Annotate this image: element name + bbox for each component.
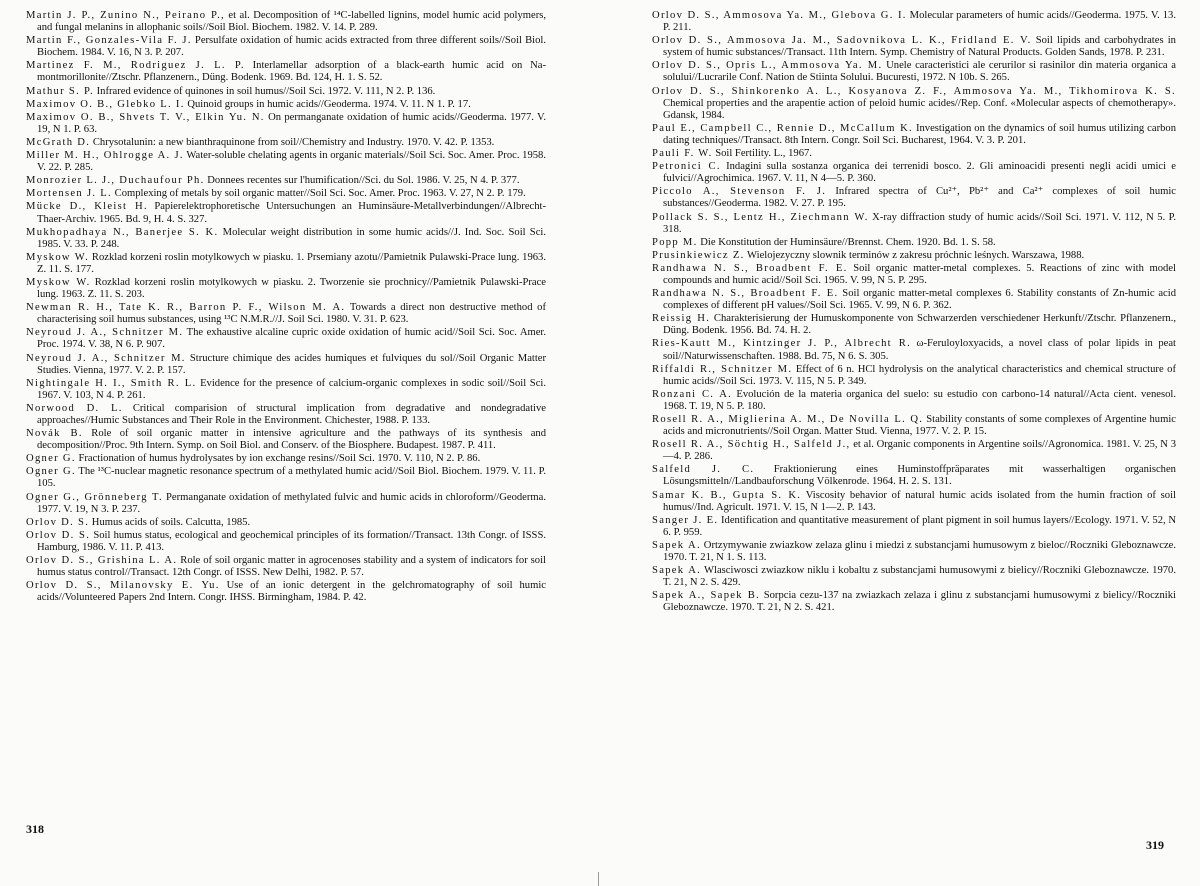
- reference-entry: [26, 188, 546, 200]
- reference-text: et al. Organic components in Argentine soils//Agronomica. 1981. V. 25, N 3—4. P. 286.: [663, 439, 1177, 463]
- reference-text: Molecular weight distribution in some humic acids//J. Ind. Soc. Soil Sci. 1985. V. 33. P. 248.: [37, 226, 546, 250]
- reference-authors: Sapek A., Sapek B.: [652, 590, 761, 602]
- reference-entry: [652, 389, 1176, 413]
- reference-entry: [652, 250, 1176, 262]
- reference-authors: Orlov D. S., Ammosova Ja. M., Sadovnikova L. K., Fridland E. V.: [652, 35, 1032, 47]
- reference-entry: [26, 517, 546, 529]
- reference-text: Wielojezyczny slownik terminów z zakresu próchnic leśnych. Warszawa, 1988.: [744, 249, 1085, 261]
- reference-text: The exhaustive alcaline cupric oxide oxidation of humic acid//Soil Sci. Soc. Amer. Proc. 1974. V. 38, N 6. P. 907.: [37, 327, 546, 351]
- reference-entry: [26, 252, 546, 276]
- reference-authors: Randhawa N. S., Broadbent F. E.: [652, 288, 839, 300]
- reference-text: et al. Decomposition of ¹⁴C-labelled lignins, model humic acid polymers, and fungal melanins in allophanic soils//Soil Biol. Biochem. 1982. V. 14. P. 289.: [37, 10, 546, 34]
- reference-authors: Orlov D. S.: [26, 516, 90, 528]
- reference-entry: [26, 555, 546, 579]
- reference-text: Fractionation of humus hydrolysates by ion exchange resins//Soil Sci. 1970. V. 110, N 2. P. 86.: [75, 453, 481, 465]
- reference-authors: Mathur S. P.: [26, 85, 94, 97]
- reference-text: Papierelektrophoretische Untersuchungen an Huminsäure-Metallverbindungen//Albrecht-Thaer-Archiv. 1965. Bd. 9, H. 4. S. 327.: [37, 201, 546, 225]
- reference-authors: Ogner G.: [26, 453, 76, 465]
- reference-authors: Reissig H.: [652, 313, 711, 325]
- reference-authors: Maximov O. B., Glebko L. I.: [26, 98, 185, 110]
- reference-text: Unele caracteristici ale cerurilor si rasinilor din materia organica a solului//Lucrarile Conf. Nation de Stiinta Solului. Bucuresti, 1972. N 10b. S. 265.: [663, 60, 1176, 84]
- page-number: 319: [1146, 838, 1164, 852]
- reference-entry: [652, 439, 1176, 463]
- reference-entry: [652, 148, 1176, 160]
- reference-entry: [652, 212, 1176, 236]
- reference-entry: [652, 464, 1176, 488]
- reference-text: Water-soluble chelating agents in organic materials//Soil Sci. Soc. Amer. Proc. 1958. V. 22. P. 285.: [37, 150, 546, 174]
- reference-authors: Popp M.: [652, 236, 698, 248]
- reference-text: Persulfate oxidation of humic acids extracted from three different soils//Soil Biol. Biochem. 1984. V. 16, N 3. P. 207.: [37, 35, 546, 59]
- reference-entry: [26, 403, 546, 427]
- reference-authors: Rosell R. A., Miglierina A. M., De Novilla L. Q.: [652, 414, 924, 425]
- reference-text: Indagini sulla sostanza organica dei terrenidi bosco. 2. Gli aminoacidi presenti negli acidi umici e fulvici//Agrochimica. 1967. V. 11, N 4—5. P. 360.: [663, 161, 1176, 185]
- reference-entry: [652, 490, 1176, 514]
- reference-entry: [26, 327, 546, 351]
- reference-entry: [652, 35, 1176, 59]
- reference-authors: Ronzani C. A.: [652, 388, 733, 400]
- reference-entry: [26, 227, 546, 251]
- reference-authors: Maximov O. B., Shvets T. V., Elkin Yu. N.: [26, 111, 265, 123]
- reference-text: The ¹³C-nuclear magnetic resonance spectrum of a methylated humic acid//Soil Biol. Biochem. 1979. V. 11. P. 105.: [37, 466, 546, 490]
- reference-text: Evolución de la materia organica del suelo: su estudio con carbono-14 natural//Acta cient. venesol. 1968. T. 19, N 5. P. 180.: [663, 388, 1176, 412]
- reference-text: Ortzymywanie zwiazkow zelaza glinu i miedzi z substancjami humusowym z bieloc//Roczniki Gleboznawcze. 1970. T. 21, N 1. S. 113.: [663, 539, 1176, 564]
- reference-text: Die Konstitution der Huminsäure//Brennst. Chem. 1920. Bd. 1. S. 58.: [697, 236, 996, 248]
- reference-entry: [26, 35, 546, 59]
- reference-text: Soil Fertility. L., 1967.: [712, 148, 812, 160]
- reference-authors: Mücke D., Kleist H.: [26, 201, 148, 213]
- reference-entry: [652, 540, 1176, 564]
- reference-authors: Ogner G., Grönneberg T.: [26, 491, 163, 503]
- reference-text: ω-Feruloyloxyacids, a novel class of polar lipids in peat soil//Naturwissenschaften. 1988. Bd. 75, N 6. S. 305.: [663, 338, 1176, 362]
- reference-authors: Norwood D. L.: [26, 402, 123, 414]
- reference-authors: Piccolo A., Stevenson F. J.: [652, 186, 827, 198]
- reference-text: X-ray diffraction study of humic acids//Soil Sci. 1971. V. 112, N 5. P. 318.: [663, 211, 1176, 235]
- reference-text: Fraktionierung eines Huminstoffpräparates mit wasserhaltigen organischen Lösungsmitteln//Landbauforschung Völkenrode. 1964. H. 2. S. 131.: [663, 464, 1176, 488]
- reference-text: Soil organic matter-metal complexes. 5. Reactions of zinc with model compounds and humic acid//Soil Sci. 1965. V. 99, N 5. P. 295.: [663, 262, 1176, 286]
- reference-entry: [26, 530, 546, 554]
- reference-text: Charakterisierung der Humuskomponente von Schwarzerden verschiedener Herkunft//Ztschr. Pflanzenern., Düng. Bodenk. 1956. Bd. 74. H. 2.: [663, 313, 1176, 337]
- reference-entry: [26, 302, 546, 326]
- reference-authors: Samar K. B., Gupta S. K.: [652, 489, 802, 501]
- reference-text: Identification and quantitative measurement of plant pigment in soil humus layers//Ecology. 1971. V. 52, N 6. P. 959.: [663, 514, 1176, 538]
- reference-text: Infrared evidence of quinones in soil humus//Soil Sci. 1972. V. 111, N 2. P. 136.: [94, 85, 436, 97]
- reference-text: Soil organic matter-metal complexes 6. Stability constants of Zn-humic acid complexes of different pH values//Soil Sci. 1965. V. 99, N 6. P. 362.: [663, 288, 1176, 312]
- reference-authors: Sapek A.: [652, 539, 701, 551]
- reference-authors: Nightingale H. I., Smith R. L.: [26, 377, 197, 389]
- reference-text: Interlamellar adsorption of a black-earth humic acid on Na-montmorillonite//Ztschr. Pflanzenern., Düng. Bodenk. 1969. Bd. 124, H. 1. S. 52.: [37, 60, 546, 84]
- page-gutter-mark: [598, 872, 599, 886]
- reference-entry: [652, 590, 1176, 614]
- reference-text: Effect of 6 n. HCl hydrolysis on the analytical characteristics and chemical structure of humic acids//Soil Sci. 1973. V. 115, N 5. P. 349.: [663, 363, 1177, 387]
- reference-list: [652, 10, 1176, 615]
- reference-entry: [26, 86, 546, 98]
- reference-authors: Martin J. P., Zunino N., Peirano P.,: [26, 10, 225, 21]
- reference-list: [26, 10, 546, 604]
- reference-text: Complexing of metals by soil organic matter//Soil Sci. Soc. Amer. Proc. 1963. V. 27, N 2. P. 179.: [112, 188, 526, 200]
- reference-entry: [26, 466, 546, 490]
- reference-entry: [26, 277, 546, 301]
- reference-text: Donnees recentes sur l'humification//Sci. du Sol. 1986. V. 25, N 4. P. 377.: [204, 175, 520, 187]
- reference-authors: Neyroud J. A., Schnitzer M.: [26, 327, 184, 339]
- reference-authors: Martinez F. M., Rodriguez J. L. P.: [26, 60, 245, 72]
- reference-text: Soil lipids and carbohydrates in system of humic substances//Transact. 11th Intern. Symp. Chemistry of Natural Products. Golden Sands, 1978. P. 231.: [663, 35, 1176, 59]
- reference-entry: [26, 60, 546, 84]
- reference-authors: Paul E., Campbell C., Rennie D., McCallum K.: [652, 122, 913, 134]
- reference-entry: [26, 137, 546, 149]
- reference-authors: Orlov D. S., Ammosova Ya. M., Glebova G. I.: [652, 10, 907, 21]
- reference-authors: Orlov D. S., Grishina L. A.: [26, 555, 178, 567]
- reference-entry: [26, 99, 546, 111]
- reference-authors: Orlov D. S., Opris L., Ammosova Ya. M.: [652, 60, 883, 72]
- reference-authors: Mukhopadhaya N., Banerjee S. K.: [26, 226, 219, 238]
- reference-text: Role of soil organic matter in agrocenoses stability and a system of indicators for soil humus status control//Transact. 12th Congr. of ISSS. New Delhi, 1982. P. 57.: [37, 555, 546, 579]
- reference-authors: Pauli F. W.: [652, 148, 713, 160]
- reference-text: Chemical properties and the arapentie action of peloid humic acides//Rep. Conf. «Molecular aspects of chemotherapy». Gdansk, 1984.: [663, 97, 1176, 121]
- reference-entry: [652, 288, 1176, 312]
- reference-text: Permanganate oxidation of methylated fulvic and humic acids in chloroform//Geoderma. 1977. V. 19, N 3. P. 237.: [37, 491, 547, 515]
- reference-authors: Ogner G.: [26, 466, 76, 478]
- reference-authors: Orlov D. S.: [26, 529, 91, 541]
- reference-authors: Martin F., Gonzales-Vila F. J.: [26, 35, 192, 47]
- reference-authors: Petronici C.: [652, 161, 721, 173]
- reference-entry: [652, 364, 1176, 388]
- reference-authors: Sapek A.: [652, 565, 702, 577]
- reference-authors: Orlov D. S., Milanovsky E. Yu.: [26, 580, 220, 592]
- reference-authors: Rosell R. A., Söchtig H., Salfeld J.,: [652, 439, 851, 451]
- reference-text: Stability constants of some complexes of Argentine humic acids and micronutrients//Soil Organ. Matter Stud. Vienna, 1977. V. 2. P. 15.: [663, 414, 1176, 438]
- reference-text: Molecular parameters of humic acids//Geoderma. 1975. V. 13. P. 211.: [663, 10, 1176, 34]
- reference-entry: [26, 353, 546, 377]
- reference-text: Structure chimique des acides humiques et fulviques du sol//Soil Organic Matter Studies. Vienna, 1977. V. 2. P. 157.: [37, 352, 547, 376]
- reference-entry: [652, 313, 1176, 337]
- reference-authors: Novák B.: [26, 428, 83, 440]
- reference-entry: [652, 86, 1176, 122]
- reference-text: Infrared spectra of Cu²⁺, Pb²⁺ and Ca²⁺ complexes of soil humic substances//Geoderma. 1982. V. 27. P. 195.: [663, 186, 1176, 210]
- reference-entry: [26, 378, 546, 402]
- reference-text: Role of soil organic matter in intensive agriculture and the pathways of its synthesis and decomposition//Proc. 9th Intern. Symp. on Soil Biol. and Conserv. of the Biosphere. Budapest. 1987. P. 411.: [37, 428, 546, 452]
- reference-entry: [652, 161, 1176, 185]
- reference-authors: McGrath D.: [26, 136, 91, 148]
- reference-authors: Myskow W.: [26, 276, 91, 288]
- reference-authors: Orlov D. S., Shinkorenko A. L., Kosyanova Z. F., Ammosova Ya. M., Tikhomirova K. S.: [652, 85, 1176, 97]
- reference-text: Rozklad korzeni roslin motylkowych w piasku. 1. Prsemiany azotu//Pamietnik Pulawski-Prace lung. 1963. Z. 11. S. 177.: [37, 251, 547, 275]
- reference-authors: Randhawa N. S., Broadbent F. E.: [652, 262, 848, 274]
- right-page: [652, 10, 1176, 616]
- reference-entry: [26, 453, 546, 465]
- reference-authors: Mortensen J. L.: [26, 188, 112, 200]
- left-page: [26, 10, 546, 605]
- reference-entry: [652, 414, 1176, 438]
- reference-entry: [26, 201, 546, 225]
- reference-authors: Myskow W.: [26, 251, 90, 263]
- reference-entry: [652, 10, 1176, 34]
- reference-text: Sorpcia cezu-137 na zwiazkach zelaza i glinu z substancjami humusowymi z bielicy//Roczniki Gleboznawcze. 1970. T. 21, N 2. S. 421.: [663, 590, 1176, 614]
- reference-text: Soil humus status, ecological and geochemical principles of its formation//Transact. 13th Congr. of ISSS. Hamburg, 1986. V. 11. P. 413.: [37, 529, 546, 553]
- reference-authors: Riffaldi R., Schnitzer M.: [652, 363, 793, 375]
- reference-text: Rozklad korzeni roslin motylkowych w piasku. 2. Tworzenie sie prochnicy//Pamietnik Pulawski-Prace lung. 1963. Z. 11. S. 203.: [37, 276, 546, 301]
- reference-authors: Monrozier L. J., Duchaufour Ph.: [26, 175, 205, 187]
- reference-entry: [26, 10, 546, 34]
- reference-authors: Newman R. H., Tate K. R., Barron P. F., Wilson M. A.: [26, 302, 346, 314]
- reference-text: Investigation on the dynamics of soil humus utilizing carbon dating techniques//Transact. 8th Intern. Congr. Soil Sci. Bucharest, 1964. V. 3. P. 201.: [663, 122, 1176, 146]
- reference-entry: [26, 150, 546, 174]
- reference-authors: Pollack S. S., Lentz H., Ziechmann W.: [652, 211, 869, 223]
- reference-entry: [652, 515, 1176, 539]
- reference-text: Use of an ionic detergent in the gelchromatography of soil humic acids//Volunteered Papers 2nd Intern. Congr. IHSS. Birmingham, 1984. P. 42.: [37, 580, 546, 604]
- reference-text: Chrysotalunin: a new bianthraquinone from soil//Chemistry and Industry. 1970. V. 42. P. 1353.: [90, 136, 495, 148]
- reference-authors: Sanger J. E.: [652, 514, 719, 526]
- reference-authors: Neyroud J. A., Schnitzer M.: [26, 352, 186, 364]
- reference-text: On permanganate oxidation of humic acids//Geoderma. 1977. V. 19, N 1. P. 63.: [37, 111, 546, 135]
- page-number: 318: [26, 822, 44, 836]
- reference-entry: [652, 237, 1176, 249]
- reference-entry: [652, 263, 1176, 287]
- reference-entry: [652, 338, 1176, 362]
- reference-entry: [26, 112, 546, 136]
- reference-text: Wlasciwosci zwiazkow niklu i kobaltu z substancjami humusowymi z bielicy//Roczniki Gleboznawcze. 1970. T. 21, N 2. S. 429.: [663, 565, 1176, 589]
- reference-authors: Miller M. H., Ohlrogge A. J.: [26, 150, 184, 162]
- reference-entry: [652, 565, 1176, 589]
- reference-entry: [652, 123, 1176, 147]
- reference-text: Towards a direct non destructive method of characterising soil humus substances, using ¹³C N.M.R.//J. Soil Sci. 1980. V. 31. P. 623.: [37, 302, 546, 326]
- reference-text: Critical comparision of structural implication from degradative and nondegradative approaches//Humic Substances and Their Role in the Environment. Chichester, 1988. P. 133.: [37, 402, 546, 426]
- reference-text: Humus acids of soils. Calcutta, 1985.: [89, 516, 251, 528]
- reference-entry: [26, 428, 546, 452]
- reference-text: Viscosity behavior of natural humic acids isolated from the humin fraction of soil humus//Ind. Agricult. 1971. V. 15, N 1—2. P. 143.: [663, 489, 1176, 513]
- reference-entry: [652, 186, 1176, 210]
- reference-entry: [26, 492, 546, 516]
- reference-authors: Ries-Kautt M., Kintzinger J. P., Albrecht R.: [652, 338, 912, 350]
- reference-entry: [26, 580, 546, 604]
- reference-authors: Prusinkiewicz Z.: [652, 249, 745, 261]
- reference-entry: [26, 175, 546, 187]
- reference-text: Quinoid groups in humic acids//Geoderma. 1974. V. 11. N 1. P. 17.: [184, 98, 471, 110]
- reference-text: Evidence for the presence of calcium-organic complexes in sodic soil//Soil Sci. 1967. V. 103, N 4. P. 261.: [37, 377, 546, 401]
- reference-authors: Salfeld J. C.: [652, 464, 755, 476]
- reference-entry: [652, 60, 1176, 84]
